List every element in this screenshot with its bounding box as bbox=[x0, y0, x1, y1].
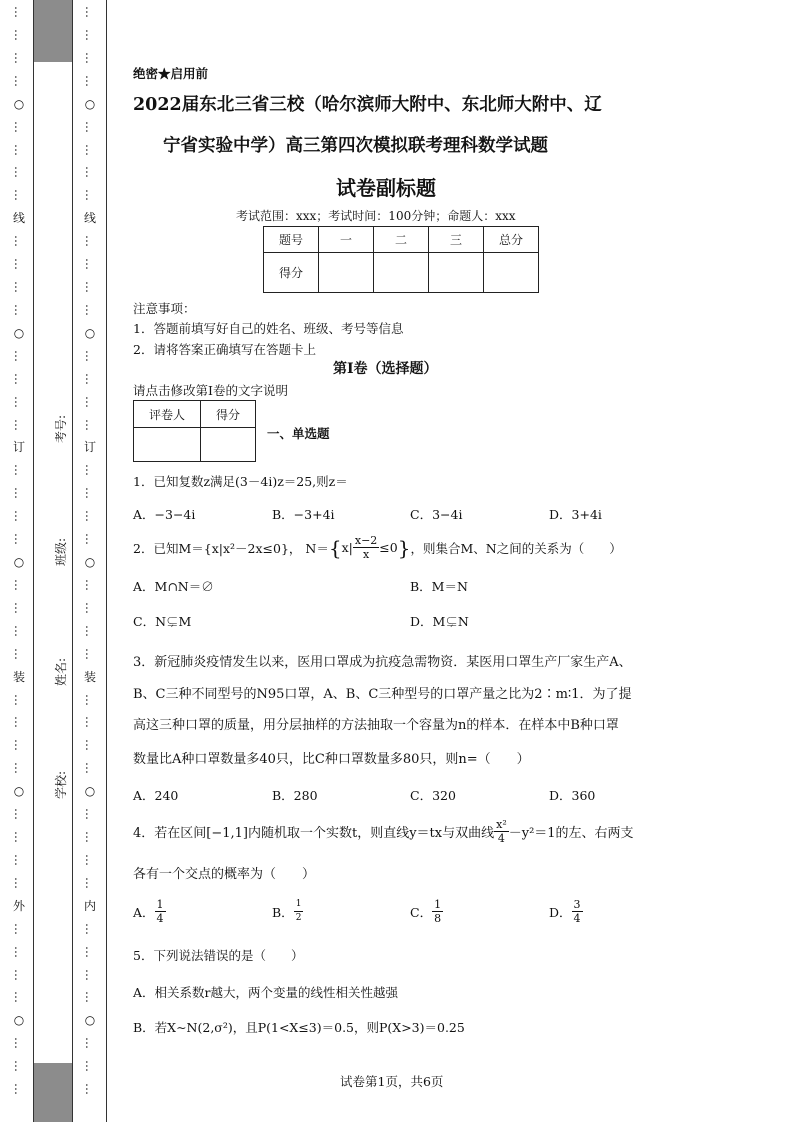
binding-dots: … bbox=[83, 624, 97, 637]
q1-stem: 1．已知复数z满足(3－4i)z＝25,则z＝ bbox=[133, 474, 348, 489]
binding-dots: … bbox=[83, 831, 97, 843]
binding-label: 订 bbox=[83, 440, 96, 455]
score-cell bbox=[484, 253, 539, 293]
section-heading: 一、单选题 bbox=[267, 426, 330, 441]
binding-dots: … bbox=[83, 1083, 97, 1096]
binding-dots: … bbox=[12, 739, 26, 752]
binding-circle: ○ bbox=[13, 784, 25, 799]
binding-dots: … bbox=[12, 281, 26, 293]
score-header-cell: 二 bbox=[374, 227, 429, 253]
page-footer: 试卷第1页，共6页 bbox=[340, 1074, 444, 1089]
binding-dots: … bbox=[12, 876, 26, 889]
q4-option-a: A． $\frac{1}{4}$ bbox=[133, 898, 164, 925]
binding-dots: … bbox=[12, 808, 26, 821]
binding-label: 线 bbox=[83, 211, 96, 226]
score-header-cell: 一 bbox=[319, 227, 374, 253]
q3-option-b: B．280 bbox=[272, 788, 318, 803]
reviewer-score-cell bbox=[201, 428, 256, 462]
binding-dots: … bbox=[12, 968, 26, 981]
q3-option-d: D．360 bbox=[549, 788, 596, 803]
binding-dots: … bbox=[83, 349, 97, 362]
binding-dots: … bbox=[83, 395, 97, 408]
binding-dots: … bbox=[83, 647, 97, 660]
binding-dots: … bbox=[83, 945, 97, 958]
binding-dots: … bbox=[12, 601, 26, 614]
notice-title: 注意事项： bbox=[133, 301, 196, 316]
score-cell bbox=[429, 253, 484, 293]
binding-dots: … bbox=[12, 143, 26, 156]
binding-dots: … bbox=[83, 693, 97, 706]
binding-circle: ○ bbox=[84, 555, 96, 569]
binding-dots: … bbox=[83, 464, 97, 477]
binding-dots: … bbox=[83, 601, 97, 614]
binding-dots: … bbox=[83, 1060, 97, 1073]
binding-dots: … bbox=[12, 510, 26, 523]
binding-dots: … bbox=[12, 922, 26, 935]
binding-dots: … bbox=[12, 716, 26, 729]
binding-dots: … bbox=[12, 853, 26, 866]
binding-label: 装 bbox=[83, 669, 96, 684]
score-cell bbox=[319, 253, 374, 293]
q1-option-c: C．3−4i bbox=[410, 507, 463, 522]
reviewer-cell bbox=[134, 428, 201, 462]
binding-dots: … bbox=[12, 578, 26, 591]
binding-dots: … bbox=[83, 991, 97, 1004]
score-table bbox=[263, 226, 539, 293]
q4-line2: 各有一个交点的概率为（ ） bbox=[133, 867, 316, 882]
q1-option-b: B．−3+4i bbox=[272, 507, 335, 522]
binding-circle: ○ bbox=[13, 1013, 25, 1028]
binding-dots: … bbox=[12, 831, 26, 843]
q1-option-a: A．−3−4i bbox=[133, 507, 196, 522]
score-label-cell: 得分 bbox=[264, 253, 319, 293]
q4-line1: 4．若在区间[−1,1]内随机取一个实数t，则直线y＝tx与双曲线 $\frac{\text{x²}}{4}$ －y²＝1的左、右两支 bbox=[133, 818, 634, 845]
binding-dots: … bbox=[83, 281, 97, 293]
binding-dots: … bbox=[12, 991, 26, 1004]
subtitle: 试卷副标题 bbox=[336, 176, 436, 200]
binding-dots: … bbox=[12, 51, 26, 64]
q2-stem: 2．已知M＝{x|x²－2x≤0}， N＝ { x| $\frac{x-2}{x}$ ≤0 } ，则集合M、N之间的关系为（ ） bbox=[133, 534, 622, 561]
binding-circle: ○ bbox=[84, 784, 96, 799]
binding-dots: … bbox=[83, 303, 97, 316]
binding-label: 内 bbox=[83, 898, 96, 913]
binding-dots: … bbox=[12, 349, 26, 362]
binding-dots: … bbox=[83, 418, 97, 431]
field-exam-number: 考号: bbox=[54, 414, 69, 444]
score-header-cell: 总分 bbox=[484, 227, 539, 253]
binding-dots: … bbox=[12, 6, 26, 18]
binding-dots: … bbox=[83, 258, 97, 271]
q2-option-c: C．N⊊M bbox=[133, 614, 192, 629]
binding-dots: … bbox=[12, 1060, 26, 1073]
score-header-cell: 题号 bbox=[264, 227, 319, 253]
q3-option-c: C．320 bbox=[410, 788, 456, 803]
score-cell bbox=[374, 253, 429, 293]
binding-circle: ○ bbox=[13, 325, 25, 340]
binding-dots: … bbox=[83, 74, 97, 87]
q2-option-a: A．M∩N＝∅ bbox=[133, 579, 214, 594]
field-name: 姓名: bbox=[54, 657, 69, 687]
binding-dots: … bbox=[12, 28, 26, 41]
binding-dots: … bbox=[12, 372, 26, 385]
binding-circle: ○ bbox=[84, 96, 96, 111]
notice-item-1: 1．答题前填写好自己的姓名、班级、考号等信息 bbox=[133, 321, 404, 336]
binding-dots: … bbox=[12, 258, 26, 271]
binding-dots: … bbox=[12, 624, 26, 637]
binding-dots: … bbox=[12, 533, 26, 546]
q2-option-b: B．M＝N bbox=[410, 579, 468, 594]
binding-circle: ○ bbox=[13, 555, 25, 569]
q4-option-c: C． $\frac{1}{8}$ bbox=[410, 898, 442, 925]
binding-label: 订 bbox=[12, 440, 25, 455]
bottom-gray-bar bbox=[34, 1063, 72, 1122]
binding-label: 外 bbox=[12, 898, 25, 913]
q4-option-b: B． $\frac{1}{2}$ bbox=[272, 899, 302, 923]
section-note: 请点击修改第I卷的文字说明 bbox=[133, 383, 288, 398]
q1-option-d: D．3+4i bbox=[549, 507, 602, 522]
q3-option-a: A．240 bbox=[133, 788, 179, 803]
binding-dots: … bbox=[83, 120, 97, 133]
binding-circle: ○ bbox=[84, 325, 96, 340]
reviewer-label: 评卷人 bbox=[134, 401, 201, 428]
q4-option-d: D． $\frac{3}{4}$ bbox=[549, 898, 581, 925]
binding-dots: … bbox=[83, 853, 97, 866]
binding-dots: … bbox=[12, 1037, 26, 1050]
binding-dots: … bbox=[83, 235, 97, 248]
field-class: 班级: bbox=[54, 537, 69, 567]
section-title: 第I卷（选择题） bbox=[333, 361, 438, 377]
binding-dots: … bbox=[83, 578, 97, 591]
secret-mark: 绝密★启用前 bbox=[133, 66, 209, 81]
binding-dots: … bbox=[83, 143, 97, 156]
binding-dots: … bbox=[12, 120, 26, 133]
notice-item-2: 2．请将答案正确填写在答题卡上 bbox=[133, 342, 316, 357]
exam-info: 考试范围：xxx；考试时间：100分钟；命题人：xxx bbox=[236, 209, 516, 223]
reviewer-table bbox=[133, 400, 256, 462]
reviewer-score-label: 得分 bbox=[201, 401, 256, 428]
binding-dots: … bbox=[12, 487, 26, 500]
binding-dots: … bbox=[83, 876, 97, 889]
binding-dots: … bbox=[12, 235, 26, 248]
binding-dots: … bbox=[83, 51, 97, 64]
q5-stem: 5．下列说法错误的是（ ） bbox=[133, 948, 304, 963]
q3-line1: 3．新冠肺炎疫情发生以来，医用口罩成为抗疫急需物资．某医用口罩生产厂家生产A、 bbox=[133, 655, 632, 670]
binding-dots: … bbox=[83, 739, 97, 752]
binding-dots: … bbox=[12, 1083, 26, 1096]
binding-dots: … bbox=[12, 418, 26, 431]
q3-line2: B、C三种不同型号的N95口罩，A、B、C三种型号的口罩产量之比为2∶m∶1．为了提 bbox=[133, 687, 632, 702]
binding-dots: … bbox=[83, 716, 97, 729]
title-line1: 2022届东北三省三校（哈尔滨师大附中、东北师大附中、辽 bbox=[133, 95, 602, 115]
q2-option-d: D．M⊊N bbox=[410, 614, 469, 629]
q5-option-a: A．相关系数r越大，两个变量的线性相关性越强 bbox=[133, 985, 399, 1000]
binding-label: 线 bbox=[12, 211, 25, 226]
binding-dots: … bbox=[12, 647, 26, 660]
binding-dots: … bbox=[83, 533, 97, 546]
binding-dots: … bbox=[12, 693, 26, 706]
binding-circle: ○ bbox=[13, 96, 25, 111]
title-line2: 宁省实验中学）高三第四次模拟联考理科数学试题 bbox=[163, 136, 548, 156]
q3-line4: 数量比A种口罩数量多40只，比C种口罩数量多80只，则n=（ ） bbox=[133, 752, 530, 767]
top-gray-bar bbox=[34, 0, 72, 62]
binding-dots: … bbox=[83, 166, 97, 179]
binding-dots: … bbox=[83, 6, 97, 18]
binding-dots: … bbox=[12, 395, 26, 408]
binding-label: 装 bbox=[12, 669, 25, 684]
binding-dots: … bbox=[12, 74, 26, 87]
binding-dots: … bbox=[83, 487, 97, 500]
q5-option-b: B．若X∼N(2,σ²)，且P(1<X≤3)＝0.5，则P(X>3)＝0.25 bbox=[133, 1020, 465, 1035]
binding-dots: … bbox=[83, 372, 97, 385]
q3-line3: 高这三种口罩的质量，用分层抽样的方法抽取一个容量为n的样本．在样本中B种口罩 bbox=[133, 718, 619, 733]
binding-dots: … bbox=[83, 968, 97, 981]
binding-dots: … bbox=[83, 922, 97, 935]
score-header-cell: 三 bbox=[429, 227, 484, 253]
binding-dots: … bbox=[12, 303, 26, 316]
binding-dots: … bbox=[12, 166, 26, 179]
binding-dots: … bbox=[83, 808, 97, 821]
field-school: 学校: bbox=[54, 770, 69, 800]
binding-dots: … bbox=[83, 762, 97, 775]
binding-circle: ○ bbox=[84, 1013, 96, 1028]
binding-dots: … bbox=[12, 189, 26, 202]
binding-dots: … bbox=[12, 945, 26, 958]
binding-dots: … bbox=[83, 510, 97, 523]
binding-dots: … bbox=[12, 464, 26, 477]
binding-dots: … bbox=[83, 1037, 97, 1050]
binding-dots: … bbox=[83, 28, 97, 41]
binding-dots: … bbox=[83, 189, 97, 202]
binding-dots: … bbox=[12, 762, 26, 775]
